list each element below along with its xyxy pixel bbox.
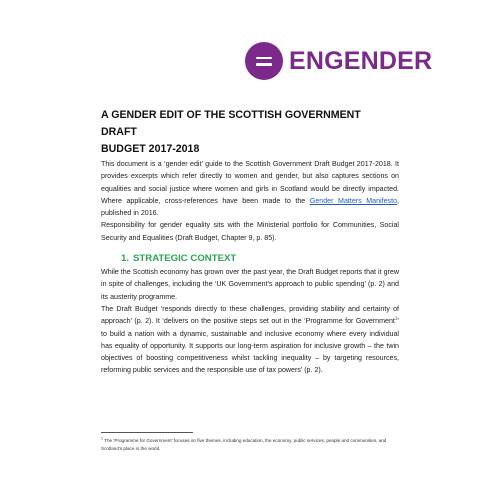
economy-paragraph: While the Scottish economy has grown over the past year, the Draft Budget reports that it grew in spite of challenges, including the ‘UK Government’s approach to public spending’ (p. 2) and its austerity programme. — [101, 268, 399, 301]
section-heading-strategic-context — [121, 252, 399, 266]
intro-text-end: , published in 2016. — [101, 196, 400, 218]
intro-paragraph — [101, 158, 399, 219]
title-line-1: A GENDER EDIT OF THE SCOTTISH GOVERNMENT DRAFT — [101, 109, 361, 138]
footnote-text: The ‘Programme for Government’ focuses on five themes, including education, the economy, public services, people and communities, and Scotland’s place in the world. — [101, 438, 387, 451]
section-title: STRATEGIC CONTEXT — [133, 253, 237, 265]
engender-logo — [245, 42, 432, 80]
equals-bar-bottom — [256, 63, 272, 66]
document-body — [101, 107, 399, 377]
footnote-number: 1 — [101, 436, 103, 441]
equals-sign-icon — [245, 42, 283, 80]
intro-text: This document is a ‘gender edit’ guide to the Scottish Government Draft Budget 2017-2018. It provides excerpts which refer directly to women and gender, but also captures sections on equalities and social justice where women and girls in Scotland would be directly impacted. Where applicable, cross-references have been made to the — [101, 160, 399, 205]
section-number: 1. — [121, 253, 130, 265]
footnote-reference[interactable]: 1 — [394, 315, 398, 321]
footnote — [101, 437, 399, 452]
title-line-2: BUDGET 2017-2018 — [101, 143, 200, 155]
response-text: The Draft Budget ‘responds directly to these challenges, providing stability and certainty of approach’ (p. 2). It ‘delivers on the positive steps set out in the ‘Programme for Government — [101, 304, 399, 326]
equals-bar-top — [256, 57, 272, 60]
responsibility-paragraph: Responsibility for gender equality sits with the Ministerial portfolio for Communities, Social Security and Equalities (Draft Budget, Chapter 9, p. 85). — [101, 221, 399, 242]
response-text-end: ’ to build a nation with a dynamic, sustainable and inclusive economy where every individual has equality of opportunity. It supports our long-term aspiration for inclusive growth – the twin objectives of boosting competitiveness whilst tackling inequality – by targeting resources, reforming public services and the responsible use of tax powers’ (p. 2). — [101, 317, 399, 375]
logo-wordmark: ENGENDER — [289, 46, 433, 75]
document-title — [101, 107, 399, 158]
footnote-divider — [101, 432, 193, 433]
draft-budget-response-paragraph — [101, 303, 399, 377]
gender-matters-manifesto-link[interactable]: Gender Matters Manifesto — [309, 196, 398, 205]
